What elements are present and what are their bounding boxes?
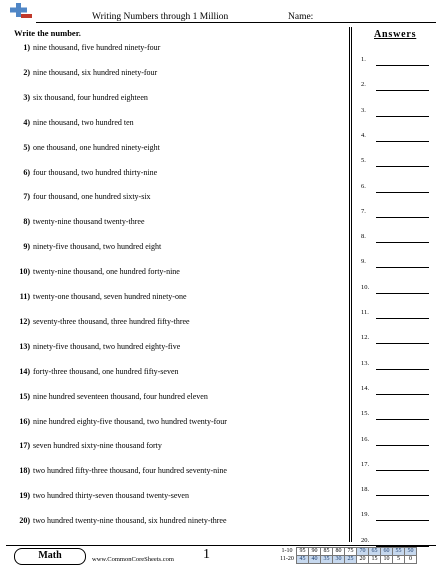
answer-number: 12. <box>361 334 370 342</box>
question-text: forty-three thousand, one hundred fifty-seven <box>33 366 179 376</box>
question-item <box>10 317 190 326</box>
answer-number: 8. <box>361 233 366 241</box>
question-item <box>10 417 227 426</box>
answer-number: 13. <box>361 359 370 367</box>
name-field-label: Name: <box>288 12 314 22</box>
question-text: one thousand, one hundred ninety-eight <box>33 142 160 152</box>
answer-blank[interactable] <box>361 334 429 346</box>
question-item <box>10 118 134 127</box>
score-range: 1-10 <box>281 548 293 554</box>
question-text: four thousand, one hundred sixty-six <box>33 192 151 202</box>
question-item <box>10 441 162 450</box>
answer-number: 16. <box>361 435 370 443</box>
question-number: 5) <box>23 142 30 152</box>
answer-line[interactable] <box>376 217 429 218</box>
answer-number: 5. <box>361 157 366 165</box>
score-cell: 75 <box>345 548 357 556</box>
question-number: 9) <box>23 242 30 252</box>
answer-number: 17. <box>361 460 370 468</box>
answer-blank[interactable] <box>361 486 429 498</box>
answer-number: 3. <box>361 106 366 114</box>
answer-blank[interactable] <box>361 284 429 296</box>
score-range: 11-20 <box>280 556 294 562</box>
answer-line[interactable] <box>376 65 429 66</box>
question-item <box>10 516 227 525</box>
answer-blank[interactable] <box>361 208 429 220</box>
answer-line[interactable] <box>376 318 429 319</box>
answer-blank[interactable] <box>361 81 429 93</box>
answer-line[interactable] <box>376 445 429 446</box>
question-number: 18) <box>19 466 30 476</box>
question-number: 11) <box>19 292 30 301</box>
question-item <box>10 367 179 376</box>
question-text: seven hundred sixty-nine thousand forty <box>33 441 162 451</box>
score-cell: 45 <box>297 556 309 564</box>
answer-number: 19. <box>361 511 370 519</box>
answer-blank[interactable] <box>361 410 429 422</box>
answer-line[interactable] <box>376 470 429 471</box>
answer-blank[interactable] <box>361 107 429 119</box>
answer-blank[interactable] <box>361 309 429 321</box>
answer-number: 1. <box>361 56 366 63</box>
answers-heading: Answers <box>374 29 417 40</box>
score-cell: 70 <box>357 548 369 556</box>
question-text: nine thousand, five hundred ninety-four <box>33 43 161 52</box>
answer-blank[interactable] <box>361 157 429 169</box>
question-text: nine thousand, six hundred ninety-four <box>33 67 158 77</box>
answer-line[interactable] <box>376 192 429 193</box>
answer-blank[interactable] <box>361 233 429 245</box>
question-item <box>10 267 180 276</box>
question-number: 13) <box>19 341 30 351</box>
question-number: 7) <box>23 192 30 202</box>
score-cell: 65 <box>369 548 381 556</box>
score-cell: 50 <box>405 548 417 556</box>
answer-line[interactable] <box>376 369 429 370</box>
question-number: 1) <box>23 43 30 52</box>
answer-blank[interactable] <box>361 360 429 372</box>
math-badge <box>14 548 86 565</box>
answer-blank[interactable] <box>361 461 429 473</box>
question-number: 19) <box>19 491 30 501</box>
question-item <box>10 168 157 177</box>
question-text: four thousand, two hundred thirty-nine <box>33 167 158 177</box>
score-cell: 35 <box>321 556 333 564</box>
score-cell: 60 <box>381 548 393 556</box>
instructions: Write the number. <box>14 28 81 38</box>
answer-line[interactable] <box>376 520 429 521</box>
answer-line[interactable] <box>376 166 429 167</box>
score-cell: 95 <box>297 548 309 556</box>
question-number: 16) <box>19 416 30 426</box>
score-cell: 15 <box>369 556 381 564</box>
question-text: ninety-five thousand, two hundred eighty-five <box>33 341 181 351</box>
answer-blank[interactable] <box>361 511 429 523</box>
answer-blank[interactable] <box>361 56 429 68</box>
answer-blank[interactable] <box>361 436 429 448</box>
score-cell: 55 <box>393 548 405 556</box>
question-text: nine hundred eighty-five thousand, two hundred twenty-four <box>33 416 227 426</box>
page-number: 1 <box>203 547 210 562</box>
question-text: twenty-nine thousand, one hundred forty-nine <box>33 267 180 277</box>
answer-line[interactable] <box>376 141 429 142</box>
question-number: 8) <box>23 217 30 227</box>
answer-number: 11. <box>361 309 369 316</box>
answer-number: 14. <box>361 384 370 392</box>
footer-divider <box>6 545 436 546</box>
score-row <box>279 548 417 556</box>
score-cell: 85 <box>321 548 333 556</box>
answer-blank[interactable] <box>361 258 429 270</box>
question-text: ninety-five thousand, two hundred eight <box>33 242 162 252</box>
answer-number: 15. <box>361 410 370 418</box>
question-item <box>10 491 189 500</box>
question-item <box>10 93 148 102</box>
score-row <box>279 556 417 564</box>
answer-blank[interactable] <box>361 132 429 144</box>
score-cell: 20 <box>357 556 369 564</box>
score-cell: 25 <box>345 556 357 564</box>
question-text: twenty-one thousand, seven hundred ninety-one <box>33 292 187 301</box>
question-item <box>10 217 145 226</box>
question-text: twenty-nine thousand twenty-three <box>33 217 145 227</box>
answer-number: 2. <box>361 81 366 89</box>
answer-line[interactable] <box>376 293 429 294</box>
question-number: 17) <box>19 441 30 451</box>
question-text: six thousand, four hundred eighteen <box>33 92 148 102</box>
question-item <box>10 192 151 201</box>
answer-line[interactable] <box>376 90 429 91</box>
answer-line[interactable] <box>376 495 429 496</box>
answer-number: 20. <box>361 536 370 544</box>
answer-line[interactable] <box>376 419 429 420</box>
score-cell: 80 <box>333 548 345 556</box>
question-text: two hundred thirty-seven thousand twenty-seven <box>33 491 189 501</box>
question-item <box>10 292 187 301</box>
question-item <box>10 242 161 251</box>
answer-blank[interactable] <box>361 385 429 397</box>
question-text: nine thousand, two hundred ten <box>33 117 134 127</box>
question-text: nine hundred seventeen thousand, four hundred eleven <box>33 391 208 401</box>
question-item <box>10 143 160 152</box>
score-cell: 40 <box>309 556 321 564</box>
question-number: 6) <box>23 167 30 177</box>
answer-line[interactable] <box>376 242 429 243</box>
question-text: seventy-three thousand, three hundred fifty-three <box>33 316 190 326</box>
score-cell: 90 <box>309 548 321 556</box>
question-item <box>10 392 208 401</box>
question-number: 10) <box>19 267 30 277</box>
score-table <box>279 547 417 564</box>
question-number: 14) <box>19 366 30 376</box>
plus-minus-logo-icon <box>8 3 32 21</box>
score-cell: 0 <box>405 556 417 564</box>
question-number: 3) <box>23 92 30 102</box>
answer-number: 10. <box>361 283 370 291</box>
question-number: 2) <box>23 67 30 77</box>
math-badge-label: Math <box>38 550 62 561</box>
question-number: 15) <box>19 391 30 401</box>
question-text: two hundred twenty-nine thousand, six hundred ninety-three <box>33 516 227 526</box>
question-number: 12) <box>19 316 30 326</box>
site-url: www.CommonCoreSheets.com <box>92 556 174 563</box>
score-cell: 30 <box>333 556 345 564</box>
answer-line[interactable] <box>376 267 429 268</box>
worksheet-title: Writing Numbers through 1 Million <box>92 12 229 22</box>
answer-line[interactable] <box>376 394 429 395</box>
question-number: 20) <box>19 516 30 526</box>
question-item <box>10 466 227 475</box>
question-item <box>10 43 160 52</box>
score-cell: 10 <box>381 556 393 564</box>
question-text: two hundred fifty-three thousand, four hundred seventy-nine <box>33 466 227 476</box>
answer-line[interactable] <box>376 116 429 117</box>
answer-number: 18. <box>361 486 370 494</box>
answer-number: 4. <box>361 131 366 139</box>
answer-number: 7. <box>361 207 366 215</box>
answer-line[interactable] <box>376 343 429 344</box>
question-item <box>10 68 157 77</box>
score-cell: 5 <box>393 556 405 564</box>
question-number: 4) <box>23 117 30 127</box>
answer-number: 9. <box>361 258 366 266</box>
answer-number: 6. <box>361 182 366 190</box>
answer-blank[interactable] <box>361 183 429 195</box>
header-divider <box>36 22 436 23</box>
answer-column <box>349 27 437 542</box>
question-item <box>10 342 180 351</box>
